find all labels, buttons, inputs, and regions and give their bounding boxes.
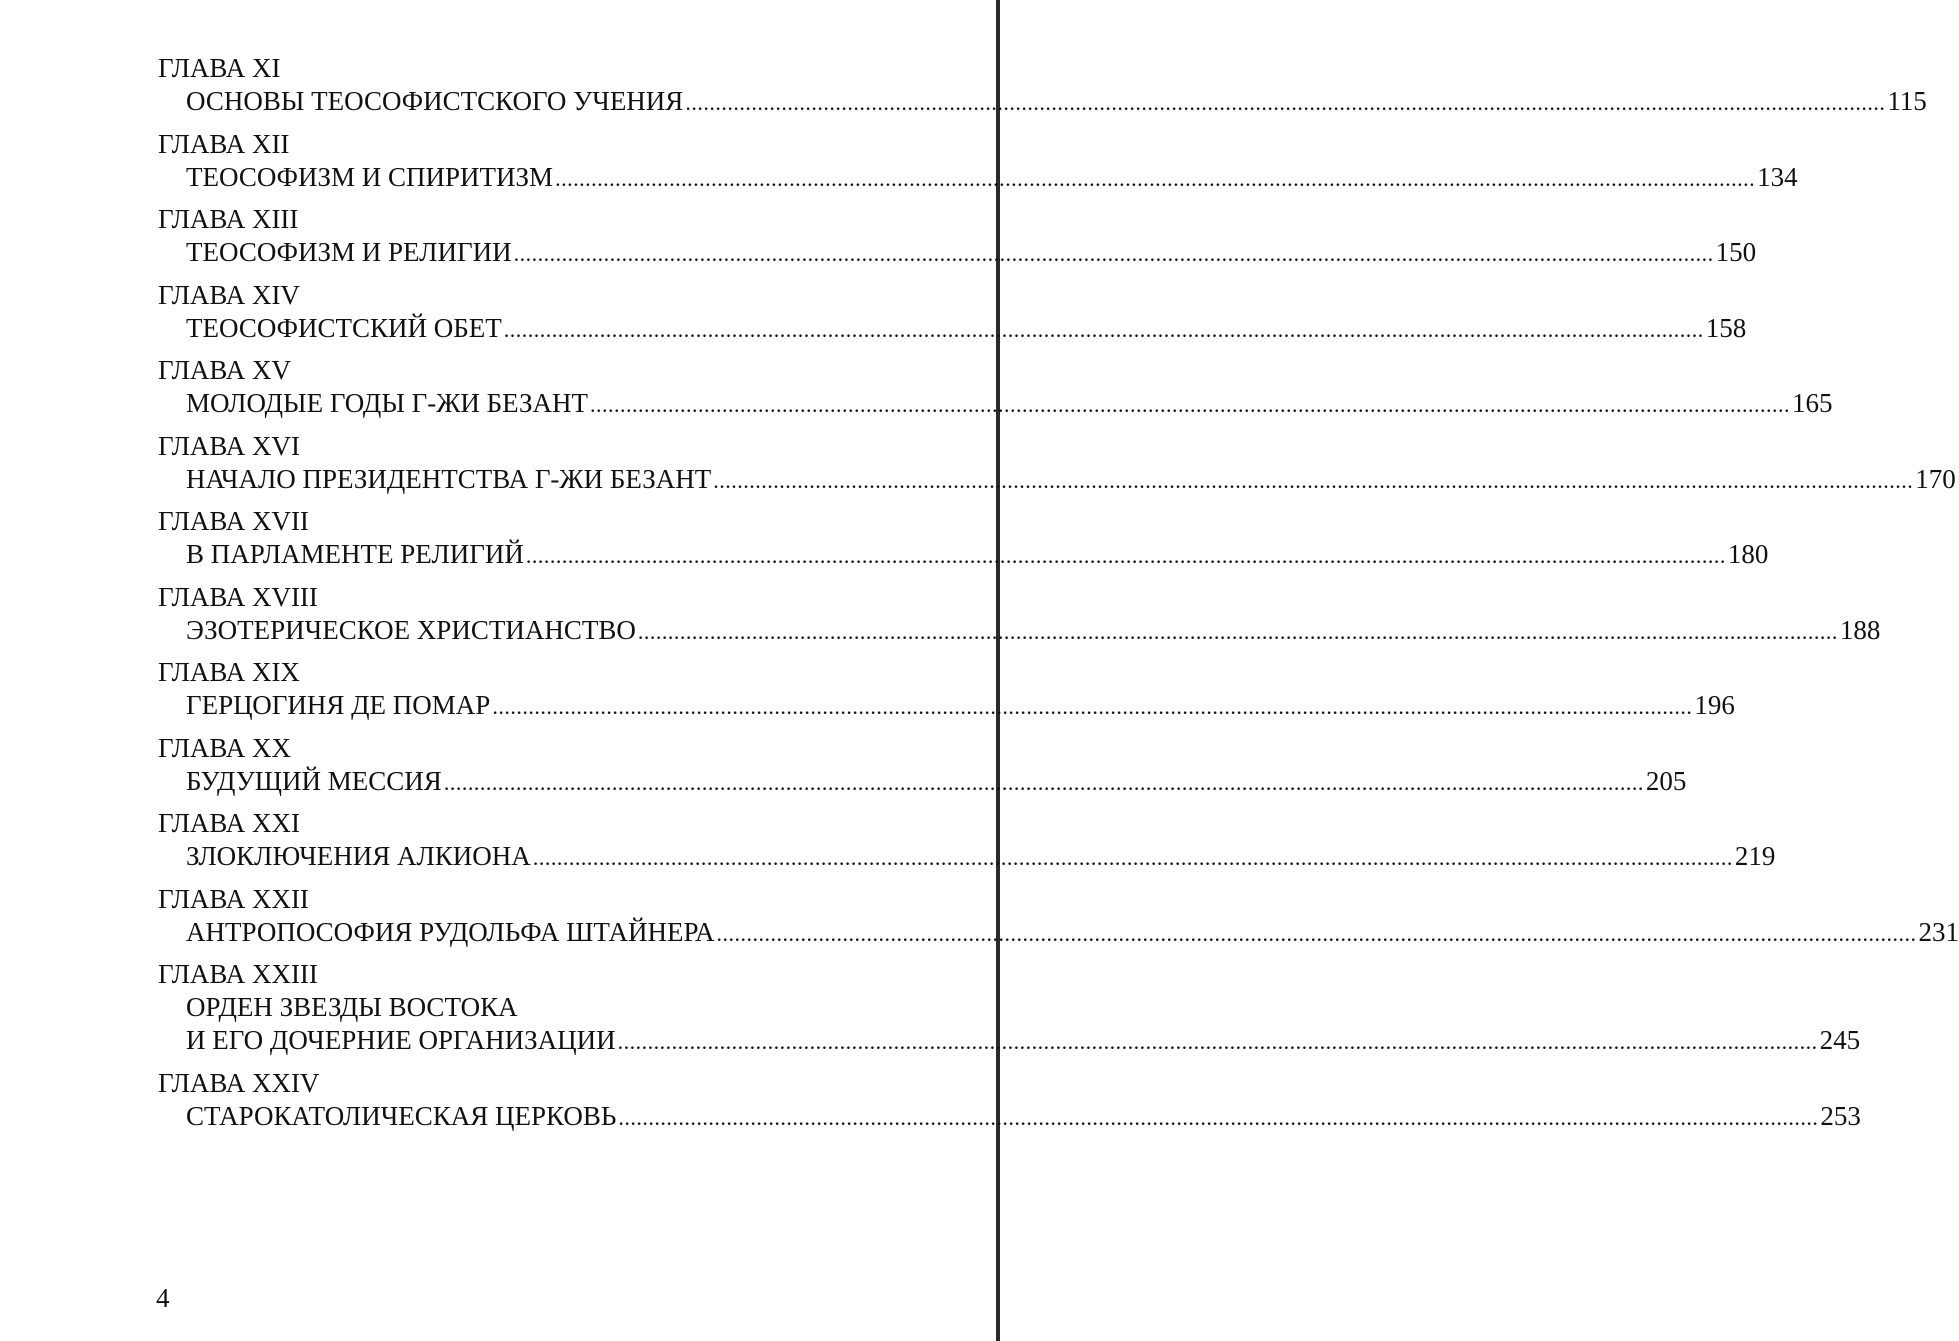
toc-entry bbox=[158, 505, 1769, 571]
dot-leader: ........................................................................................................................................................................................................ bbox=[590, 392, 1791, 417]
chapter-title-row bbox=[186, 840, 1776, 873]
toc-entry bbox=[158, 807, 1776, 873]
chapter-title-row bbox=[186, 916, 1959, 949]
page-reference: 205 bbox=[1645, 765, 1687, 796]
chapter-title-row bbox=[186, 1100, 1861, 1133]
chapter-label: ГЛАВА XXI bbox=[158, 808, 300, 838]
chapter-title-row bbox=[186, 85, 1927, 118]
page-reference: 196 bbox=[1694, 690, 1735, 720]
chapter-label: ГЛАВА XV bbox=[158, 355, 291, 385]
chapter-title: СТАРОКАТОЛИЧЕСКАЯ ЦЕРКОВЬ bbox=[186, 1100, 617, 1131]
chapter-title: ТЕОСОФИЗМ И СПИРИТИЗМ bbox=[186, 161, 554, 192]
page-reference: 134 bbox=[1757, 161, 1798, 192]
chapter-title-row bbox=[186, 161, 1798, 194]
toc-entry bbox=[158, 656, 1735, 722]
dot-leader: ........................................................................................................................................................................................................ bbox=[555, 165, 1756, 191]
toc-entry bbox=[158, 128, 1798, 194]
chapter-title-row bbox=[186, 312, 1747, 345]
page-reference: 253 bbox=[1820, 1100, 1861, 1131]
toc-entry bbox=[158, 581, 1881, 647]
page-reference: 165 bbox=[1792, 388, 1833, 418]
chapter-title: ОСНОВЫ ТЕОСОФИСТСКОГО УЧЕНИЯ bbox=[186, 86, 684, 116]
chapter-title-line: ОРДЕН ЗВЕЗДЫ ВОСТОКА bbox=[186, 992, 518, 1022]
dot-leader: ........................................................................................................................................................................................................ bbox=[617, 1029, 1818, 1054]
chapter-label: ГЛАВА XIII bbox=[158, 204, 299, 234]
chapter-title-row bbox=[186, 387, 1833, 420]
chapter-label: ГЛАВА XX bbox=[158, 732, 291, 763]
page-reference: 158 bbox=[1705, 312, 1747, 343]
chapter-label: ГЛАВА XXII bbox=[158, 883, 309, 914]
page-edge bbox=[996, 0, 1000, 1341]
chapter-title-row bbox=[186, 765, 1687, 798]
chapter-title: ГЕРЦОГИНЯ ДЕ ПОМАР bbox=[186, 690, 491, 720]
dot-leader: ........................................................................................................................................................................................................ bbox=[492, 694, 1693, 719]
chapter-label: ГЛАВА XXIV bbox=[158, 1067, 320, 1098]
dot-leader: ........................................................................................................................................................................................................ bbox=[618, 1104, 1819, 1130]
chapter-title: ТЕОСОФИСТСКИЙ ОБЕТ bbox=[186, 312, 502, 343]
chapter-label: ГЛАВА XXIII bbox=[158, 959, 318, 989]
toc-entry bbox=[158, 1067, 1861, 1133]
page-reference: 150 bbox=[1715, 237, 1757, 267]
page-reference: 231 bbox=[1918, 916, 1959, 947]
page-reference: 188 bbox=[1839, 614, 1881, 645]
chapter-title: ТЕОСОФИЗМ И РЕЛИГИИ bbox=[186, 237, 512, 267]
page-reference: 245 bbox=[1819, 1025, 1861, 1055]
chapter-title: В ПАРЛАМЕНТЕ РЕЛИГИЙ bbox=[186, 539, 524, 569]
chapter-title-row bbox=[186, 689, 1735, 722]
chapter-label: ГЛАВА XVIII bbox=[158, 581, 318, 612]
toc-entry bbox=[158, 279, 1747, 345]
chapter-label: ГЛАВА XVI bbox=[158, 430, 300, 461]
chapter-label: ГЛАВА XIX bbox=[158, 657, 300, 687]
toc-entry bbox=[158, 203, 1757, 269]
chapter-title: АНТРОПОСОФИЯ РУДОЛЬФА ШТАЙНЕРА bbox=[186, 916, 715, 947]
chapter-title: ЗЛОКЛЮЧЕНИЯ АЛКИОНА bbox=[186, 841, 531, 871]
chapter-label: ГЛАВА XI bbox=[158, 53, 281, 83]
toc-entry bbox=[158, 732, 1687, 798]
toc-entry bbox=[158, 958, 1861, 1057]
dot-leader: ........................................................................................................................................................................................................ bbox=[503, 316, 1704, 342]
dot-leader: ........................................................................................................................................................................................................ bbox=[513, 241, 1714, 266]
chapter-title-row bbox=[186, 236, 1757, 269]
toc-entry bbox=[158, 883, 1959, 949]
chapter-title-row bbox=[186, 463, 1956, 496]
chapter-title: НАЧАЛО ПРЕЗИДЕНТСТВА Г-ЖИ БЕЗАНТ bbox=[186, 463, 712, 494]
dot-leader: ........................................................................................................................................................................................................ bbox=[443, 769, 1644, 795]
page-reference: 219 bbox=[1734, 841, 1776, 871]
dot-leader: ........................................................................................................................................................................................................ bbox=[525, 543, 1726, 568]
chapter-label: ГЛАВА XIV bbox=[158, 279, 300, 310]
dot-leader: ........................................................................................................................................................................................................ bbox=[532, 845, 1733, 870]
page-reference: 115 bbox=[1887, 86, 1927, 116]
chapter-title: МОЛОДЫЕ ГОДЫ Г-ЖИ БЕЗАНТ bbox=[186, 388, 589, 418]
chapter-title: И ЕГО ДОЧЕРНИЕ ОРГАНИЗАЦИИ bbox=[186, 1025, 616, 1055]
page-reference: 180 bbox=[1727, 539, 1769, 569]
chapter-label: ГЛАВА XVII bbox=[158, 506, 309, 536]
dot-leader: ........................................................................................................................................................................................................ bbox=[685, 90, 1886, 115]
page-reference: 170 bbox=[1915, 463, 1956, 494]
table-of-contents bbox=[158, 52, 1959, 1142]
chapter-title-row bbox=[186, 538, 1769, 571]
dot-leader: ........................................................................................................................................................................................................ bbox=[713, 467, 1914, 493]
toc-entry bbox=[158, 430, 1956, 496]
chapter-title: БУДУЩИЙ МЕССИЯ bbox=[186, 765, 442, 796]
chapter-title: ЭЗОТЕРИЧЕСКОЕ ХРИСТИАНСТВО bbox=[186, 614, 636, 645]
chapter-label: ГЛАВА XII bbox=[158, 128, 290, 159]
chapter-title-row bbox=[186, 614, 1881, 647]
toc-entry bbox=[158, 354, 1833, 420]
chapter-title-row bbox=[186, 1024, 1861, 1057]
toc-entry bbox=[158, 52, 1927, 118]
dot-leader: ........................................................................................................................................................................................................ bbox=[716, 920, 1917, 946]
page-number: 4 bbox=[156, 1283, 170, 1313]
dot-leader: ........................................................................................................................................................................................................ bbox=[637, 618, 1838, 644]
